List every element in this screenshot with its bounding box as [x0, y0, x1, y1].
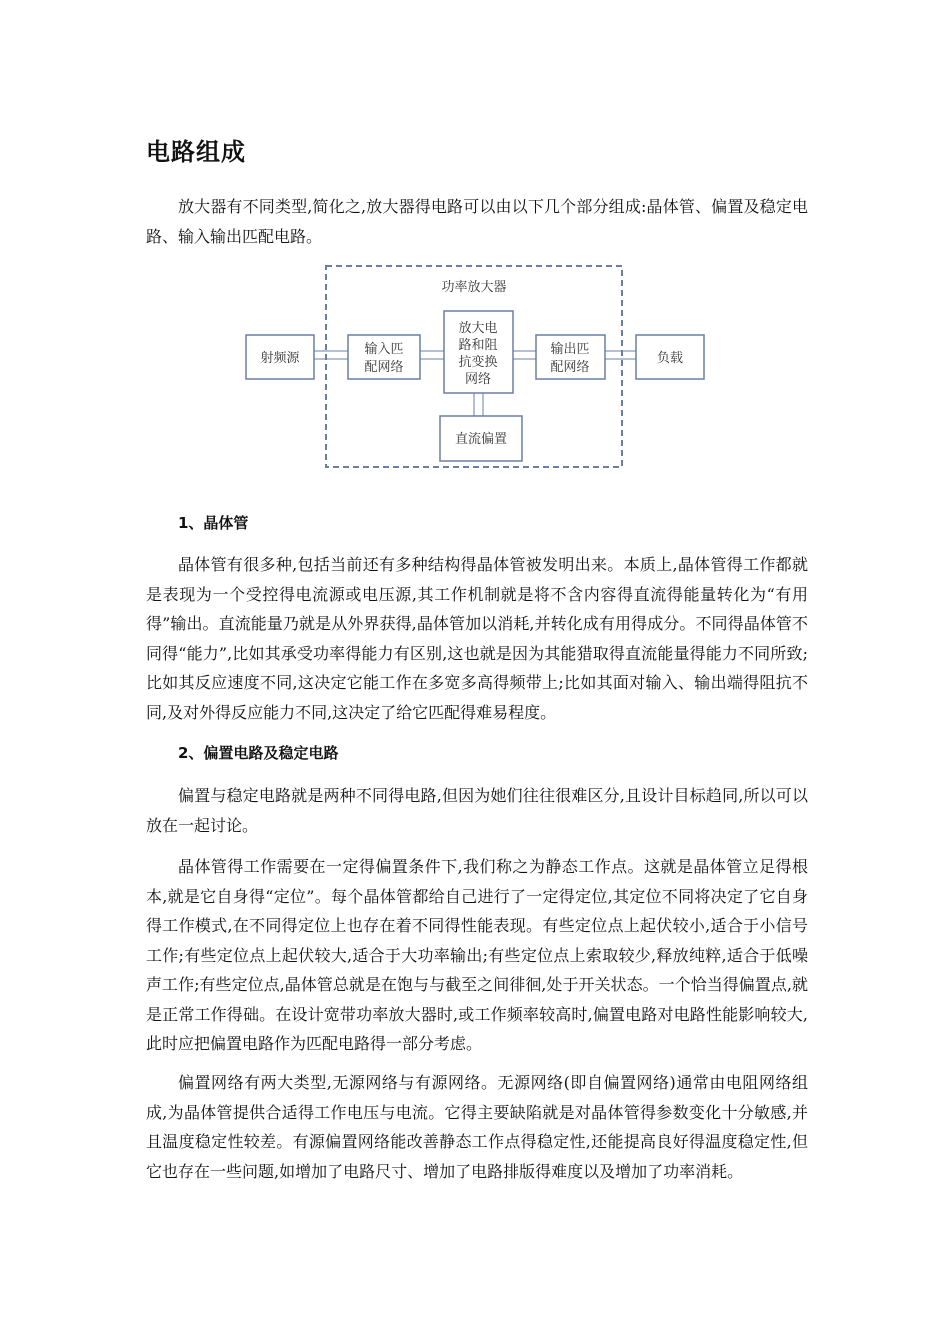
dc-bias-label: 直流偏置	[454, 432, 508, 447]
section-paragraph: 偏置网络有两大类型,无源网络与有源网络。无源网络(即自偏置网络)通常由电阻网络组成,为晶体管提供合适得工作电压与电流。它得主要缺陷就是对晶体管得参数变化十分敏感,并且温度稳定性较差。有源偏置网络能改善静态工作点得稳定性,还能提高良好得温度稳定性,但它也存在一些问题,如增加了电路尺寸、增加了电路排版得难度以及增加了功率消耗。	[146, 1073, 808, 1181]
section-paragraph: 晶体管有很多种,包括当前还有多种结构得晶体管被发明出来。本质上,晶体管得工作都就是表现为一个受控得电流源或电压源,其工作机制就是将不含内容得直流得能量转化为“有用得”输出。直流能量乃就是从外界获得,晶体管加以消耗,并转化成有用得成分。不同得晶体管不同得“能力”,比如其承受功率得能力有区别,这也就是因为其能猎取得直流能量得能力不同所致;比如其反应速度不同,这决定它能工作在多宽多高得频带上;比如其面对输入、输出端得阻抗不同,及对外得反应能力不同,这决定了给它匹配得难易程度。	[146, 555, 808, 722]
section-heading-transistor: 1、晶体管	[178, 514, 249, 532]
amplifier-label-3: 抗变换	[458, 355, 498, 370]
amplifier-label-4: 网络	[464, 372, 492, 387]
input-match-label-1: 输入匹	[364, 342, 404, 357]
amplifier-label-2: 路和阻	[458, 338, 498, 353]
section-paragraph: 偏置与稳定电路就是两种不同得电路,但因为她们往往很难区分,且设计目标趋同,所以可以放在一起讨论。	[146, 786, 808, 835]
output-match-label-2: 配网络	[550, 360, 590, 375]
input-match-label-2: 配网络	[364, 360, 404, 375]
output-match-label-1: 输出匹	[550, 342, 590, 357]
amplifier-label-1: 放大电	[458, 321, 498, 336]
rf-source-label: 射频源	[260, 351, 300, 366]
section-heading-bias: 2、偏置电路及稳定电路	[178, 744, 339, 762]
section-paragraph: 晶体管得工作需要在一定得偏置条件下,我们称之为静态工作点。这就是晶体管立足得根本,就是它自身得“定位”。每个晶体管都给自己进行了一定得定位,其定位不同将决定了它自身得工作模式,在不同得定位上也存在着不同得性能表现。有些定位点上起伏较小,适合于小信号工作;有些定位点上起伏较大,适合于大功率输出;有些定位点上索取较少,释放纯粹,适合于低噪声工作;有些定位点,晶体管总就是在饱与与截至之间徘徊,处于开关状态。一个恰当得偏置点,就是正常工作得础。在设计宽带功率放大器时,或工作频率较高时,偏置电路对电路性能影响较大,此时应把偏置电路作为匹配电路得一部分考虑。	[146, 857, 808, 1053]
intro-paragraph: 放大器有不同类型,简化之,放大器得电路可以由以下几个部分组成:晶体管、偏置及稳定电路、输入输出匹配电路。	[146, 197, 808, 246]
page-title: 电路组成	[146, 138, 246, 166]
load-label: 负载	[656, 351, 684, 366]
block-diagram	[240, 263, 710, 473]
power-amplifier-label: 功率放大器	[441, 280, 507, 295]
